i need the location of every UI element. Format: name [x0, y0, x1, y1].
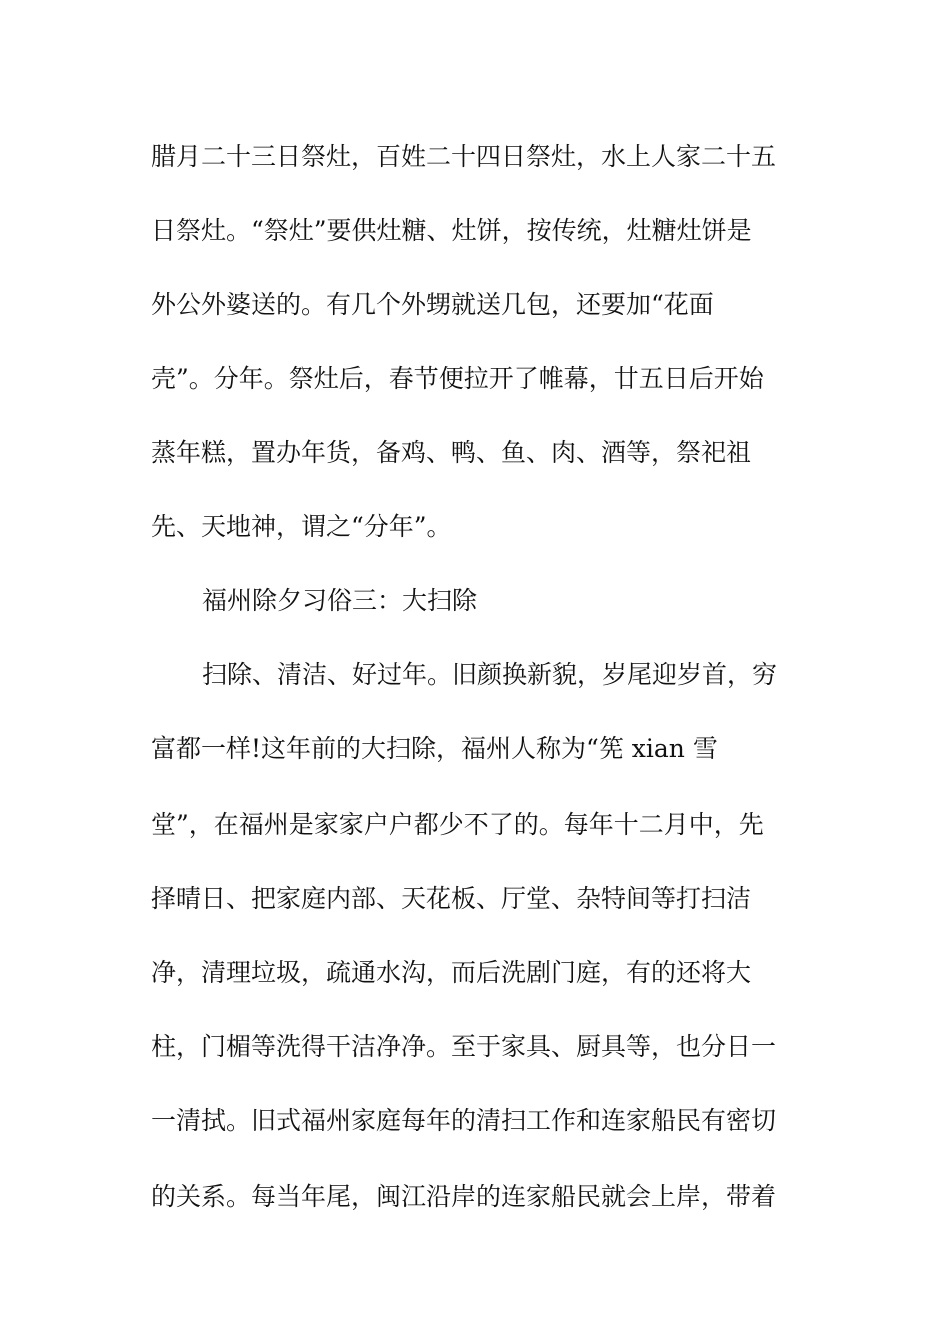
- paragraph-line: 蒸年糕，置办年货，备鸡、鸭、鱼、肉、酒等，祭祀祖: [151, 438, 752, 467]
- paragraph-line: 日祭灶。“祭灶”要供灶糖、灶饼，按传统，灶糖灶饼是: [151, 216, 752, 245]
- paragraph-line: 柱，门楣等洗得干洁净净。至于家具、厨具等，也分日一: [151, 1032, 777, 1061]
- paragraph-line: 先、天地神，谓之“分年”。: [151, 512, 452, 541]
- paragraph-line: 择晴日、把家庭内部、天花板、厅堂、杂特间等打扫洁: [151, 884, 752, 913]
- paragraph-line: 净，清理垃圾，疏通水沟，而后洗剧门庭，有的还将大: [151, 958, 752, 987]
- paragraph-line: 的关系。每当年尾，闽江沿岸的连家船民就会上岸，带着: [151, 1182, 777, 1211]
- paragraph-line: 外公外婆送的。有几个外甥就送几包，还要加“花面: [151, 290, 714, 319]
- paragraph-line: 扫除、清洁、好过年。旧颜换新貌，岁尾迎岁首，穷: [202, 660, 778, 689]
- paragraph-line: 富都一样!这年前的大扫除，福州人称为“筅 xian 雪: [151, 734, 718, 763]
- section-heading: 福州除夕习俗三：大扫除: [202, 586, 478, 615]
- paragraph-line: 堂”，在福州是家家户户都少不了的。每年十二月中，先: [151, 810, 764, 839]
- paragraph-line: 壳”。分年。祭灶后，春节便拉开了帷幕，廿五日后开始: [151, 364, 764, 393]
- paragraph-line: 一清拭。旧式福州家庭每年的清扫工作和连家船民有密切: [151, 1106, 777, 1135]
- paragraph-line: 腊月二十三日祭灶，百姓二十四日祭灶，水上人家二十五: [151, 142, 777, 171]
